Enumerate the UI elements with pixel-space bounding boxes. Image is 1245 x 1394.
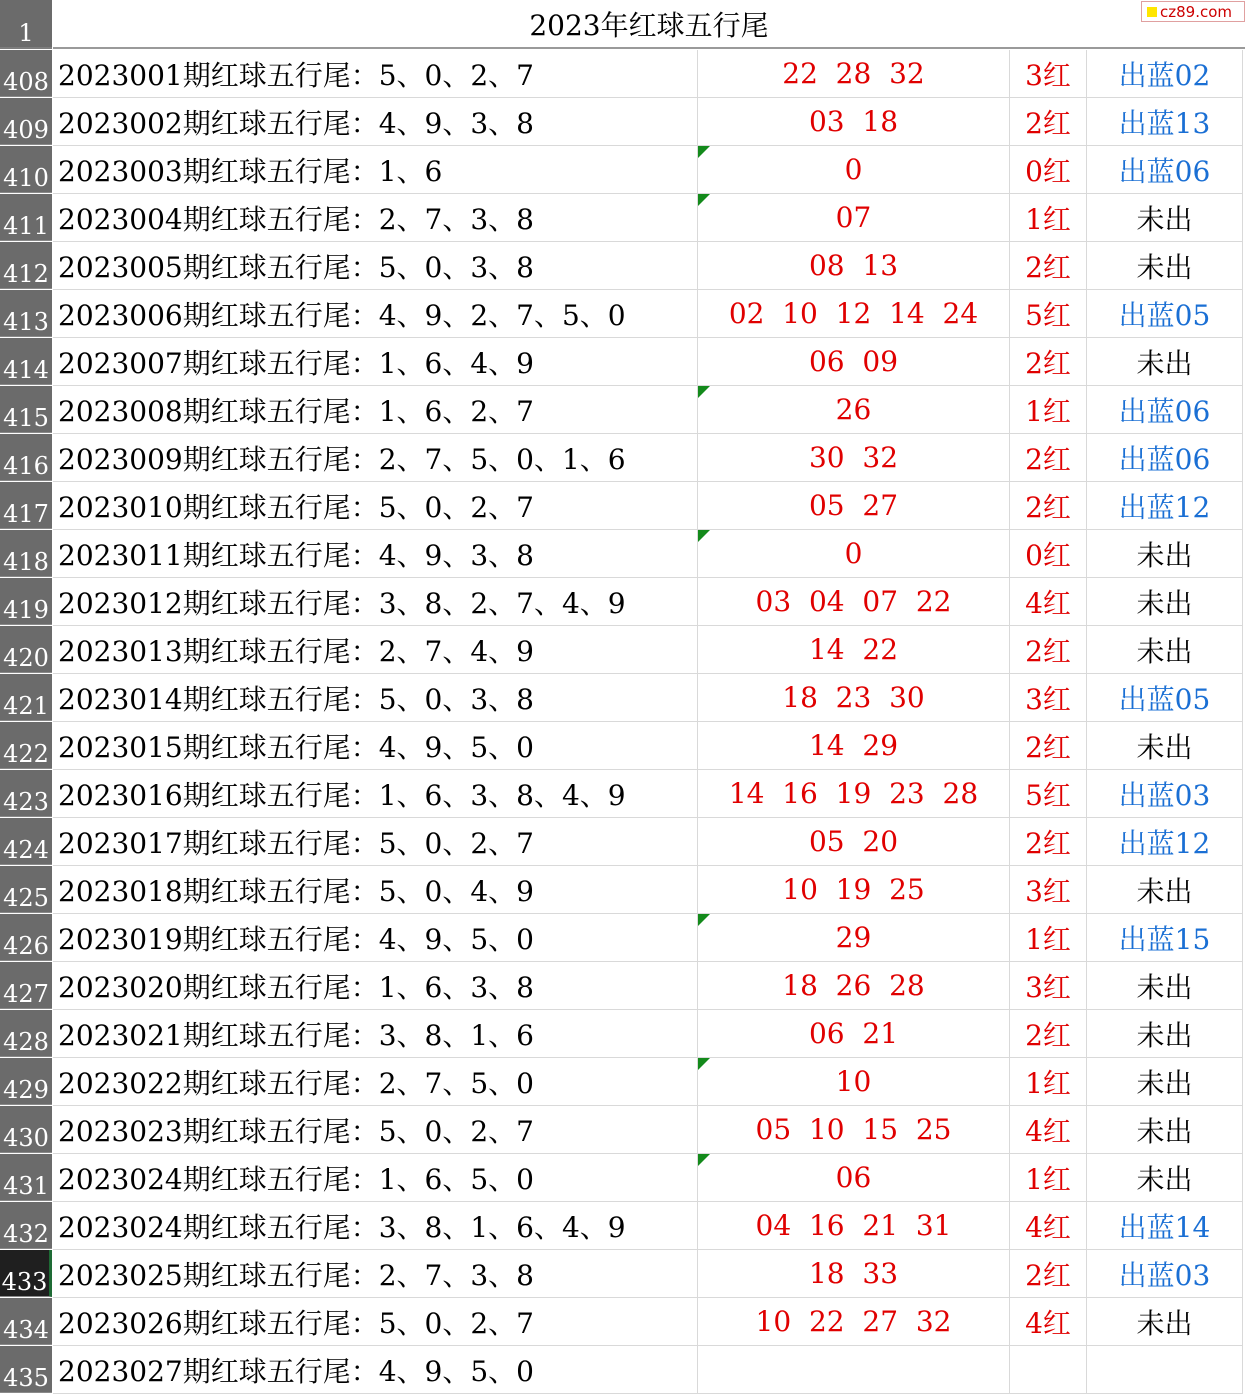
red-hits-text: 14 29 — [808, 729, 899, 762]
blue-result-cell[interactable]: 未出 — [1087, 530, 1243, 578]
row-header[interactable]: 418 — [0, 530, 52, 577]
blue-result-cell[interactable]: 未出 — [1087, 578, 1243, 626]
table-row — [0, 146, 1245, 194]
red-hits-text: 29 — [835, 921, 872, 954]
period-cell[interactable]: 2023005期红球五行尾：5、0、3、8 — [53, 242, 698, 290]
blue-result-cell[interactable]: 未出 — [1087, 242, 1243, 290]
row-header[interactable]: 415 — [0, 386, 52, 433]
period-cell[interactable]: 2023008期红球五行尾：1、6、2、7 — [53, 386, 698, 434]
table-row — [0, 962, 1245, 1010]
table-row — [0, 98, 1245, 146]
title-cell[interactable] — [53, 0, 1245, 49]
red-count-cell[interactable]: 2红 — [1010, 98, 1087, 146]
red-hits-cell[interactable] — [698, 50, 1010, 98]
red-hits-cell[interactable] — [698, 578, 1010, 626]
red-count-cell[interactable]: 4红 — [1010, 1106, 1087, 1154]
blue-result-cell[interactable]: 出蓝03 — [1087, 770, 1243, 818]
red-count-cell[interactable]: 2红 — [1010, 338, 1087, 386]
blue-result-cell[interactable]: 未出 — [1087, 338, 1243, 386]
blue-result-cell[interactable]: 出蓝12 — [1087, 482, 1243, 530]
red-hits-cell[interactable] — [698, 866, 1010, 914]
blue-result-cell[interactable]: 未出 — [1087, 1298, 1243, 1346]
red-hits-text: 07 — [835, 201, 872, 234]
period-cell[interactable]: 2023002期红球五行尾：4、9、3、8 — [53, 98, 698, 146]
period-cell[interactable]: 2023021期红球五行尾：3、8、1、6 — [53, 1010, 698, 1058]
row-header[interactable]: 428 — [0, 1010, 52, 1057]
table-row — [0, 1010, 1245, 1058]
blue-result-cell[interactable]: 出蓝06 — [1087, 146, 1243, 194]
row-header[interactable]: 427 — [0, 962, 52, 1009]
table-row — [0, 434, 1245, 482]
table-row — [0, 290, 1245, 338]
red-count-cell[interactable]: 2红 — [1010, 722, 1087, 770]
red-hits-text: 26 — [835, 393, 872, 426]
period-cell[interactable]: 2023017期红球五行尾：5、0、2、7 — [53, 818, 698, 866]
red-hits-cell[interactable] — [698, 242, 1010, 290]
period-cell[interactable]: 2023027期红球五行尾：4、9、5、0 — [53, 1346, 698, 1394]
blue-result-cell[interactable]: 出蓝02 — [1087, 50, 1243, 98]
table-row — [0, 1106, 1245, 1154]
red-hits-cell[interactable] — [698, 1106, 1010, 1154]
error-indicator-icon — [698, 914, 710, 926]
blue-result-cell[interactable]: 出蓝12 — [1087, 818, 1243, 866]
red-count-cell[interactable]: 1红 — [1010, 1154, 1087, 1202]
row-header[interactable]: 435 — [0, 1346, 52, 1393]
table-row — [0, 482, 1245, 530]
table-row — [0, 530, 1245, 578]
row-header[interactable]: 432 — [0, 1202, 52, 1249]
period-cell[interactable]: 2023006期红球五行尾：4、9、2、7、5、0 — [53, 290, 698, 338]
red-hits-cell[interactable] — [698, 530, 1010, 578]
red-hits-cell[interactable] — [698, 914, 1010, 962]
red-hits-cell[interactable] — [698, 482, 1010, 530]
red-hits-text: 05 10 15 25 — [755, 1113, 952, 1146]
red-hits-text: 03 18 — [808, 105, 899, 138]
period-cell[interactable]: 2023012期红球五行尾：3、8、2、7、4、9 — [53, 578, 698, 626]
period-cell[interactable]: 2023014期红球五行尾：5、0、3、8 — [53, 674, 698, 722]
row-header[interactable]: 410 — [0, 146, 52, 193]
red-hits-text: 10 19 25 — [782, 873, 925, 906]
row-header[interactable]: 419 — [0, 578, 52, 625]
table-row — [0, 1346, 1245, 1394]
red-count-cell[interactable]: 5红 — [1010, 290, 1087, 338]
red-hits-cell[interactable] — [698, 1346, 1010, 1394]
watermark-logo — [1141, 1, 1245, 22]
red-hits-text: 08 13 — [808, 249, 899, 282]
red-count-cell[interactable]: 2红 — [1010, 1250, 1087, 1298]
row-header[interactable]: 420 — [0, 626, 52, 673]
red-count-cell[interactable]: 3红 — [1010, 962, 1087, 1010]
blue-result-cell[interactable]: 出蓝05 — [1087, 674, 1243, 722]
blue-result-cell[interactable]: 出蓝03 — [1087, 1250, 1243, 1298]
blue-result-cell[interactable]: 未出 — [1087, 962, 1243, 1010]
period-cell[interactable]: 2023004期红球五行尾：2、7、3、8 — [53, 194, 698, 242]
table-row — [0, 1202, 1245, 1250]
table-row — [0, 866, 1245, 914]
period-cell[interactable]: 2023001期红球五行尾：5、0、2、7 — [53, 50, 698, 98]
row-header[interactable]: 416 — [0, 434, 52, 481]
red-hits-text: 30 32 — [808, 441, 899, 474]
row-header[interactable]: 431 — [0, 1154, 52, 1201]
red-hits-cell[interactable] — [698, 1010, 1010, 1058]
red-hits-text: 06 — [835, 1161, 872, 1194]
red-count-cell[interactable]: 0红 — [1010, 146, 1087, 194]
period-cell[interactable]: 2023016期红球五行尾：1、6、3、8、4、9 — [53, 770, 698, 818]
table-row — [0, 242, 1245, 290]
red-hits-text: 05 20 — [808, 825, 899, 858]
row-header[interactable]: 409 — [0, 98, 52, 145]
red-hits-text: 06 21 — [808, 1017, 899, 1050]
table-row — [0, 674, 1245, 722]
red-count-cell[interactable] — [1010, 1346, 1087, 1394]
blue-result-cell[interactable]: 出蓝14 — [1087, 1202, 1243, 1250]
row-header[interactable]: 413 — [0, 290, 52, 337]
table-row — [0, 818, 1245, 866]
table-row — [0, 1154, 1245, 1202]
blue-result-cell[interactable]: 出蓝15 — [1087, 914, 1243, 962]
period-cell[interactable]: 2023025期红球五行尾：2、7、3、8 — [53, 1250, 698, 1298]
table-row — [0, 914, 1245, 962]
red-count-cell[interactable]: 3红 — [1010, 674, 1087, 722]
row-header[interactable]: 430 — [0, 1106, 52, 1153]
red-hits-text: 22 28 32 — [782, 57, 925, 90]
blue-result-cell[interactable]: 未出 — [1087, 626, 1243, 674]
period-cell[interactable]: 2023015期红球五行尾：4、9、5、0 — [53, 722, 698, 770]
error-indicator-icon — [698, 386, 710, 398]
row-header[interactable]: 425 — [0, 866, 52, 913]
red-count-cell[interactable]: 2红 — [1010, 818, 1087, 866]
red-hits-cell[interactable] — [698, 962, 1010, 1010]
table-row — [0, 770, 1245, 818]
blue-result-cell[interactable] — [1087, 1346, 1243, 1394]
red-hits-text: 18 33 — [808, 1257, 899, 1290]
red-count-cell[interactable]: 4红 — [1010, 1298, 1087, 1346]
red-count-cell[interactable]: 1红 — [1010, 386, 1087, 434]
period-cell[interactable]: 2023020期红球五行尾：1、6、3、8 — [53, 962, 698, 1010]
error-indicator-icon — [698, 1154, 710, 1166]
table-row — [0, 1298, 1245, 1346]
row-header[interactable]: 411 — [0, 194, 52, 241]
row-header[interactable]: 424 — [0, 818, 52, 865]
table-row — [0, 50, 1245, 98]
blue-result-cell[interactable]: 出蓝06 — [1087, 386, 1243, 434]
red-count-cell[interactable]: 3红 — [1010, 866, 1087, 914]
red-hits-text: 03 04 07 22 — [755, 585, 952, 618]
header-row — [0, 0, 1245, 50]
red-hits-cell[interactable] — [698, 770, 1010, 818]
error-indicator-icon — [698, 530, 710, 542]
red-count-cell[interactable]: 2红 — [1010, 626, 1087, 674]
red-count-cell[interactable]: 1红 — [1010, 194, 1087, 242]
period-cell[interactable]: 2023019期红球五行尾：4、9、5、0 — [53, 914, 698, 962]
red-hits-text: 14 22 — [808, 633, 899, 666]
red-hits-cell[interactable] — [698, 722, 1010, 770]
blue-result-cell[interactable]: 未出 — [1087, 1058, 1243, 1106]
red-count-cell[interactable]: 1红 — [1010, 914, 1087, 962]
blue-result-cell[interactable]: 未出 — [1087, 866, 1243, 914]
red-hits-text: 02 10 12 14 24 — [728, 297, 979, 330]
red-hits-cell[interactable] — [698, 386, 1010, 434]
watermark-text: cz89.com — [1160, 2, 1233, 21]
period-cell[interactable]: 2023009期红球五行尾：2、7、5、0、1、6 — [53, 434, 698, 482]
period-cell[interactable]: 2023013期红球五行尾：2、7、4、9 — [53, 626, 698, 674]
table-row — [0, 722, 1245, 770]
red-hits-cell[interactable] — [698, 338, 1010, 386]
blue-result-cell[interactable]: 出蓝05 — [1087, 290, 1243, 338]
red-hits-cell[interactable] — [698, 434, 1010, 482]
row-header[interactable]: 421 — [0, 674, 52, 721]
blue-result-cell[interactable]: 未出 — [1087, 722, 1243, 770]
red-count-cell[interactable]: 2红 — [1010, 1010, 1087, 1058]
period-cell[interactable]: 2023026期红球五行尾：5、0、2、7 — [53, 1298, 698, 1346]
red-count-cell[interactable]: 2红 — [1010, 434, 1087, 482]
logo-square-icon — [1147, 7, 1157, 17]
red-hits-cell[interactable] — [698, 818, 1010, 866]
red-count-cell[interactable]: 4红 — [1010, 1202, 1087, 1250]
table-row — [0, 386, 1245, 434]
red-hits-cell[interactable] — [698, 98, 1010, 146]
period-cell[interactable]: 2023010期红球五行尾：5、0、2、7 — [53, 482, 698, 530]
table-row — [0, 1058, 1245, 1106]
row-header[interactable]: 408 — [0, 50, 52, 97]
red-count-cell[interactable]: 4红 — [1010, 578, 1087, 626]
red-hits-cell[interactable] — [698, 194, 1010, 242]
red-hits-text: 14 16 19 23 28 — [728, 777, 979, 810]
period-cell[interactable]: 2023011期红球五行尾：4、9、3、8 — [53, 530, 698, 578]
red-hits-text: 04 16 21 31 — [755, 1209, 952, 1242]
row-header[interactable]: 412 — [0, 242, 52, 289]
red-hits-text: 18 26 28 — [782, 969, 925, 1002]
period-cell[interactable]: 2023022期红球五行尾：2、7、5、0 — [53, 1058, 698, 1106]
row-header[interactable]: 422 — [0, 722, 52, 769]
row-header[interactable]: 423 — [0, 770, 52, 817]
row-header[interactable]: 429 — [0, 1058, 52, 1105]
red-count-cell[interactable]: 0红 — [1010, 530, 1087, 578]
red-hits-cell[interactable] — [698, 1154, 1010, 1202]
sheet-title: 2023年红球五行尾 — [529, 9, 769, 42]
red-hits-text: 18 23 30 — [782, 681, 925, 714]
red-hits-cell[interactable] — [698, 146, 1010, 194]
red-hits-text: 06 09 — [808, 345, 899, 378]
error-indicator-icon — [698, 194, 710, 206]
row-header[interactable]: 1 — [0, 0, 52, 49]
red-count-cell[interactable]: 1红 — [1010, 1058, 1087, 1106]
period-cell[interactable]: 2023024期红球五行尾：1、6、5、0 — [53, 1154, 698, 1202]
red-hits-text: 0 — [844, 153, 863, 186]
table-row — [0, 194, 1245, 242]
blue-result-cell[interactable]: 未出 — [1087, 194, 1243, 242]
red-hits-cell[interactable] — [698, 290, 1010, 338]
error-indicator-icon — [698, 1058, 710, 1070]
red-hits-cell[interactable] — [698, 1058, 1010, 1106]
period-cell[interactable]: 2023023期红球五行尾：5、0、2、7 — [53, 1106, 698, 1154]
red-hits-cell[interactable] — [698, 1250, 1010, 1298]
period-cell[interactable]: 2023007期红球五行尾：1、6、4、9 — [53, 338, 698, 386]
blue-result-cell[interactable]: 未出 — [1087, 1106, 1243, 1154]
red-count-cell[interactable]: 5红 — [1010, 770, 1087, 818]
row-header[interactable]: 433 — [0, 1250, 52, 1297]
red-hits-text: 05 27 — [808, 489, 899, 522]
table-row — [0, 626, 1245, 674]
red-count-cell[interactable]: 2红 — [1010, 242, 1087, 290]
blue-result-cell[interactable]: 出蓝13 — [1087, 98, 1243, 146]
period-cell[interactable]: 2023003期红球五行尾：1、6 — [53, 146, 698, 194]
red-hits-cell[interactable] — [698, 1202, 1010, 1250]
red-count-cell[interactable]: 2红 — [1010, 482, 1087, 530]
table-row — [0, 338, 1245, 386]
blue-result-cell[interactable]: 未出 — [1087, 1010, 1243, 1058]
table-row — [0, 578, 1245, 626]
row-header[interactable]: 426 — [0, 914, 52, 961]
row-header[interactable]: 417 — [0, 482, 52, 529]
red-hits-text: 10 22 27 32 — [755, 1305, 952, 1338]
blue-result-cell[interactable]: 未出 — [1087, 1154, 1243, 1202]
red-count-cell[interactable]: 3红 — [1010, 50, 1087, 98]
blue-result-cell[interactable]: 出蓝06 — [1087, 434, 1243, 482]
red-hits-cell[interactable] — [698, 674, 1010, 722]
red-hits-cell[interactable] — [698, 1298, 1010, 1346]
period-cell[interactable]: 2023024期红球五行尾：3、8、1、6、4、9 — [53, 1202, 698, 1250]
table-row — [0, 1250, 1245, 1298]
red-hits-text: 0 — [844, 537, 863, 570]
row-header[interactable]: 414 — [0, 338, 52, 385]
row-header[interactable]: 434 — [0, 1298, 52, 1345]
red-hits-cell[interactable] — [698, 626, 1010, 674]
error-indicator-icon — [698, 146, 710, 158]
period-cell[interactable]: 2023018期红球五行尾：5、0、4、9 — [53, 866, 698, 914]
red-hits-text: 10 — [835, 1065, 872, 1098]
